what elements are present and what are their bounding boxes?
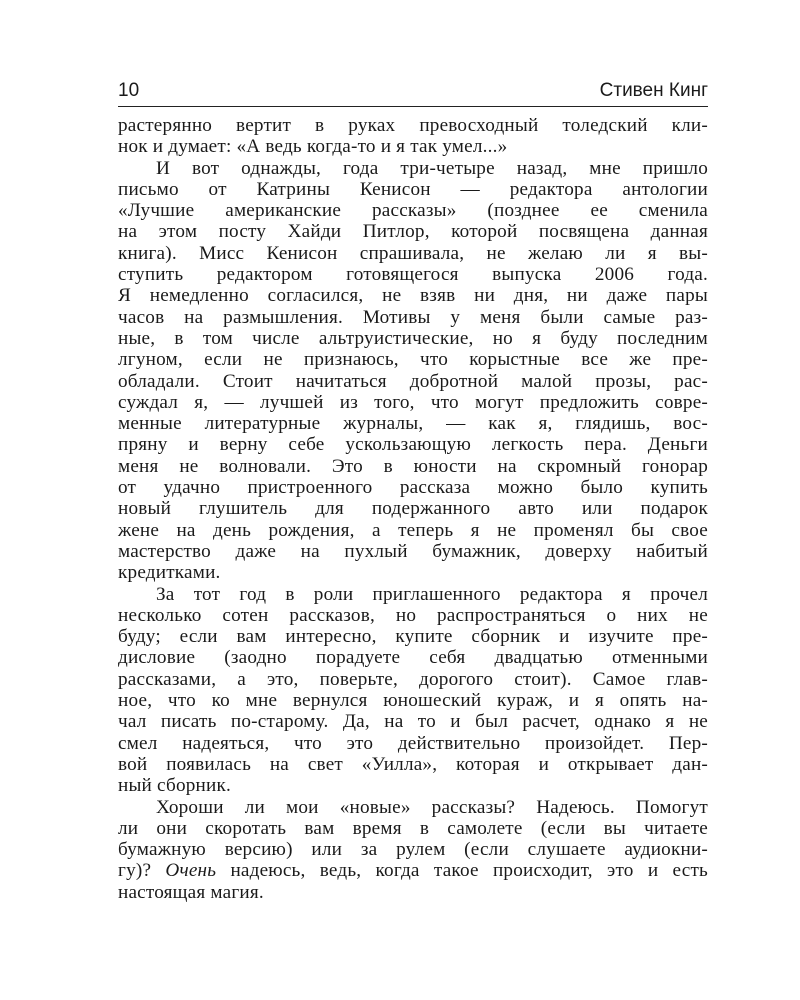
- text-line: ные, в том числе альтруистические, но я буду последним: [118, 327, 708, 349]
- text-line: рассказами, а это, поверьте, дорогого стоит). Самое глав-: [118, 668, 708, 690]
- text-line: жене на день рождения, а теперь я не променял бы свое: [118, 519, 708, 541]
- author-name: Стивен Кинг: [599, 80, 708, 101]
- text-line: настоящая магия.: [118, 881, 264, 903]
- book-page: [118, 80, 708, 903]
- text-line: письмо от Катрины Кенисон — редактора антологии: [118, 178, 708, 200]
- text-line: менные литературные журналы, — как я, глядишь, вос-: [118, 413, 708, 435]
- text-line: бумажную версию) или за рулем (если слушаете аудиокни-: [118, 839, 708, 861]
- text-line: меня не волновали. Это в юности на скромный гонорар: [118, 455, 708, 477]
- text-line: нок и думает: «А ведь когда-то и я так умел...»: [118, 136, 508, 158]
- text-line: лгуном, если не признаюсь, что корыстные все же пре-: [118, 349, 708, 371]
- text-line: смел надеяться, что это действительно произойдет. Пер-: [118, 732, 708, 754]
- text-line: книга). Мисс Кенисон спрашивала, не желаю ли я вы-: [118, 242, 708, 264]
- text-line: дисловие (заодно порадуете себя двадцатью отменными: [118, 647, 708, 669]
- text-line: от удачно пристроенного рассказа можно было купить: [118, 477, 708, 499]
- text-line: кредитками.: [118, 562, 221, 584]
- emphasis-word: Очень: [165, 860, 217, 882]
- text-line: несколько сотен рассказов, но распространяться о них не: [118, 604, 708, 626]
- text-line: чал писать по-старому. Да, на то и был расчет, однако я не: [118, 711, 708, 733]
- text-line: часов на размышления. Мотивы у меня были самые раз-: [118, 306, 708, 328]
- text-line: обладали. Стоит начитаться добротной малой прозы, рас-: [118, 370, 708, 392]
- text-line: новый глушитель для подержанного авто или подарок: [118, 498, 708, 520]
- text-line: ступить редактором готовящегося выпуска 2006 года.: [118, 264, 708, 286]
- text-body: [118, 115, 708, 903]
- text-line: на этом посту Хайди Питлор, которой посвящена данная: [118, 221, 708, 243]
- text-line: буду; если вам интересно, купите сборник и изучите пре-: [118, 626, 708, 648]
- text-line: ли они скоротать вам время в самолете (если вы читаете: [118, 817, 708, 839]
- text-line: Хороши ли мои «новые» рассказы? Надеюсь. Помогут: [156, 796, 708, 818]
- text-line: вой появилась на свет «Уилла», которая и открывает дан-: [118, 753, 708, 775]
- text-line: «Лучшие американские рассказы» (позднее ее сменила: [118, 200, 708, 222]
- text-line: пряну и верну себе ускользающую легкость пера. Деньги: [118, 434, 708, 456]
- text-line: ный сборник.: [118, 775, 231, 797]
- text-line: Я немедленно согласился, не взяв ни дня, ни даже пары: [118, 285, 708, 307]
- page-number: 10: [118, 80, 140, 101]
- text-line: ное, что ко мне вернулся юношеский кураж, и я опять на-: [118, 690, 708, 712]
- text-line: суждал я, — лучшей из того, что могут предложить совре-: [118, 391, 708, 413]
- text-line: растерянно вертит в руках превосходный толедский кли-: [118, 115, 708, 136]
- running-head: [118, 80, 708, 107]
- text-line: гу)? Очень надеюсь, ведь, когда такое происходит, это и есть: [118, 860, 708, 882]
- text-line: За тот год в роли приглашенного редактора я прочел: [156, 583, 708, 605]
- text-line: мастерство даже на пухлый бумажник, доверху набитый: [118, 540, 708, 562]
- text-line: И вот однажды, года три-четыре назад, мне пришло: [156, 157, 708, 179]
